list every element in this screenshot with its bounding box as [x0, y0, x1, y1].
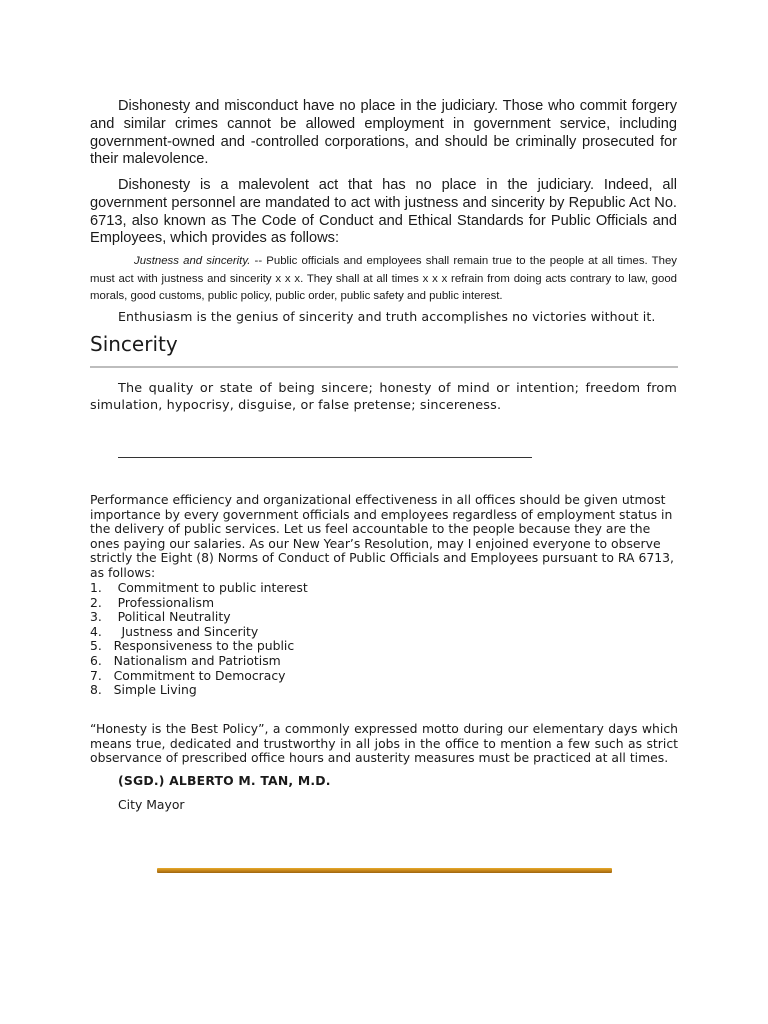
norms-list-block — [90, 581, 677, 698]
heading-divider — [90, 366, 678, 368]
definition-block — [90, 380, 677, 414]
enthusiasm-block — [90, 308, 677, 325]
list-item: 8. Simple Living — [90, 682, 197, 698]
honesty-block — [90, 722, 678, 766]
paragraph-2-text: Dishonesty is a malevolent act that has no place in the judiciary. Indeed, all government personnel are mandated to act with justness and sincerity by Republic Act No. 6713, also known as The Code of Conduct and Ethical Standards for Public Officials and Employees, which provides as follows: — [90, 177, 677, 247]
enthusiasm-line: Enthusiasm is the genius of sincerity and truth accomplishes no victories without it. — [118, 309, 656, 324]
norms-list — [90, 581, 677, 698]
paragraph-1-text: Dishonesty and misconduct have no place in the judiciary. Those who commit forgery and similar crimes cannot be allowed employment in government service, including government-owned and -controlled corporations, and should be criminally prosecuted for their malevolence. — [90, 98, 677, 168]
decorative-gold-bar — [157, 868, 612, 873]
performance-block — [90, 493, 682, 581]
list-item: 2. Professionalism — [90, 594, 215, 610]
quote-block — [90, 253, 677, 306]
honesty-text: “Honesty is the Best Policy”, a commonly expressed motto during our elementary days which means true, dedicated and trustworthy in all jobs in the office to mention a few such as strict observance of prescribed office hours and austerity measures must be practiced at all times. — [90, 721, 678, 766]
signature-title: City Mayor — [118, 797, 185, 812]
list-item: 4. Justness and Sincerity — [90, 623, 259, 639]
quote-paragraph — [90, 253, 677, 306]
list-item: 5. Responsiveness to the public — [90, 638, 295, 654]
sincerity-heading-block — [90, 331, 677, 357]
paragraph-malevolent-act — [90, 177, 677, 248]
section-heading: Sincerity — [90, 332, 178, 356]
list-item: 1. Commitment to public interest — [90, 580, 308, 595]
list-item: 7. Commitment to Democracy — [90, 667, 286, 683]
list-item: 6. Nationalism and Patriotism — [90, 652, 281, 668]
paragraph-dishonesty-misconduct — [90, 98, 677, 169]
quote-text: -- Public officials and employees shall remain true to the people at all times. They must act with justness and sincerity x x x. They shall at all times x x x refrain from doing acts contrary to law, good morals, good customs, public policy, public order, public safety and public interest. — [90, 255, 677, 303]
quote-term: Justness and sincerity. — [134, 255, 251, 267]
definition-text: The quality or state of being sincere; honesty of mind or intention; freedom from simulation, hypocrisy, disguise, or false pretense; sincereness. — [90, 381, 677, 413]
separator-line — [118, 457, 532, 458]
signature-name: (SGD.) ALBERTO M. TAN, M.D. — [118, 773, 331, 788]
performance-text: Performance efficiency and organizational effectiveness in all offices should be given utmost importance by every government officials and employees regardless of employment status in the delivery of public services. Let us feel accountable to the people because they are the ones paying our salaries. As our New Year’s Resolution, may I enjoined everyone to observe strictly the Eight (8) Norms of Conduct of Public Officials and Employees pursuant to RA 6713, as follows: — [90, 492, 674, 580]
list-item: 3. Political Neutrality — [90, 609, 231, 625]
